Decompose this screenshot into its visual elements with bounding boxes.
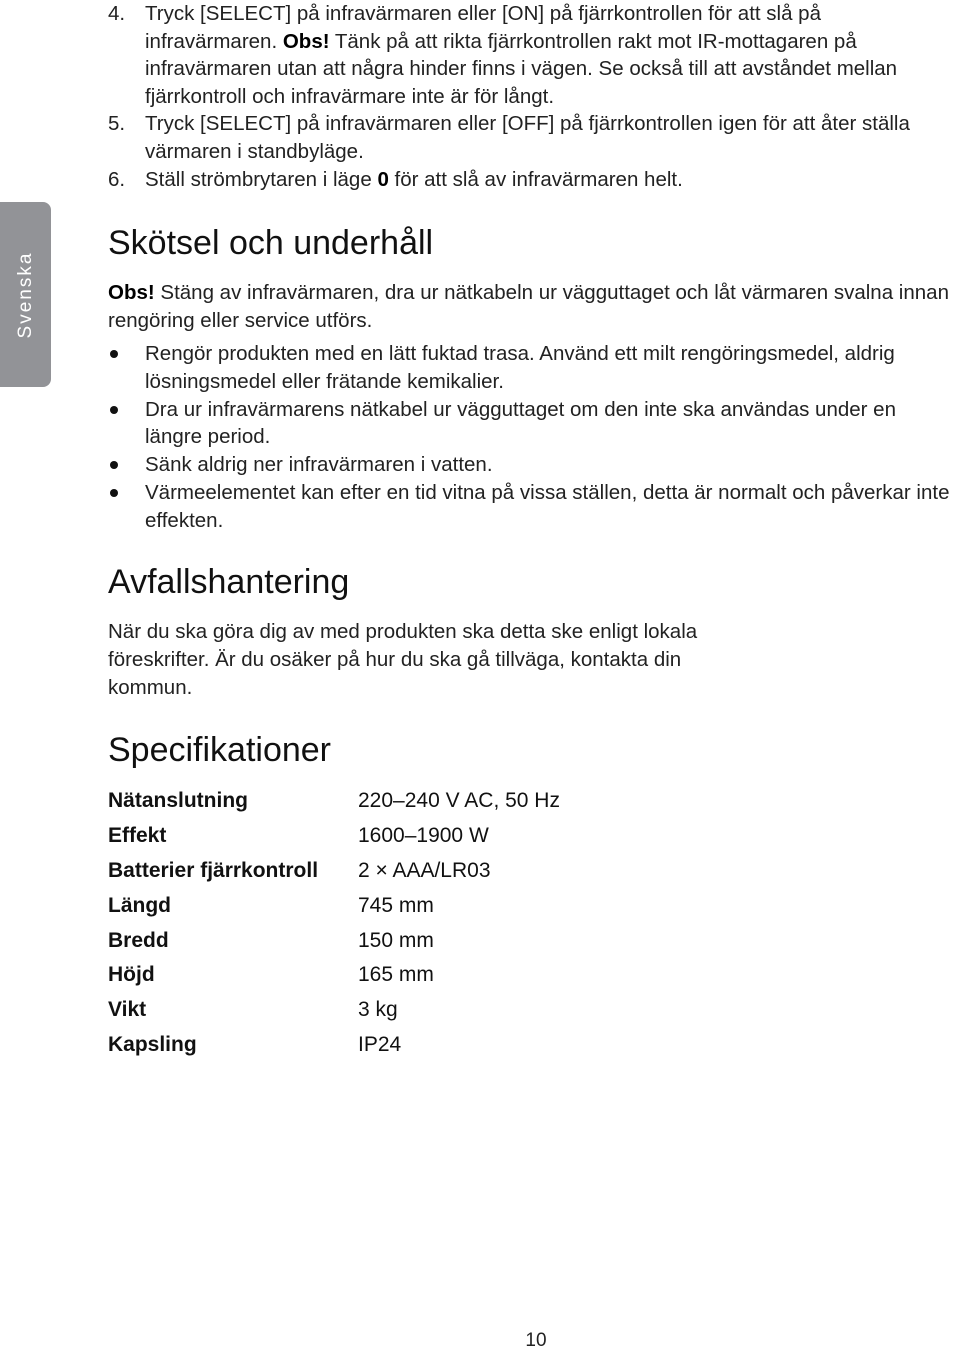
list-item-text: Rengör produkten med en lätt fuktad trasa. Använd ett milt rengöringsmedel, aldrig lösningsmedel eller frätande kemikalier. — [145, 342, 895, 393]
bullet-icon — [110, 461, 118, 469]
disposal-text: När du ska göra dig av med produkten ska detta ske enligt lokala föreskrifter. Är du osäker på hur du ska gå tillväga, kontakta din kommun. — [108, 620, 698, 699]
step-6 — [108, 166, 958, 194]
step-text: Tryck [SELECT] på infravärmaren eller [OFF] på fjärrkontrollen igen för att åter ställa värmaren i standbyläge. — [145, 112, 910, 163]
spec-value: 150 mm — [358, 928, 434, 952]
spec-label: Höjd — [108, 963, 155, 987]
step-text-cont: Tänk på att rikta fjärrkontrollen rakt mot IR-mottagaren på infravärmaren utan att några hinder finns i vägen. Se också till att avståndet mellan fjärrkontroll och infravärmare inte är för långt. — [145, 29, 898, 108]
care-note-text: Stäng av infravärmaren, dra ur nätkabeln ur vägguttaget och låt värmaren svalna innan rengöring eller service utförs. — [108, 281, 949, 332]
table-row — [108, 854, 560, 889]
bullet-icon — [110, 350, 118, 358]
language-tab — [0, 202, 51, 387]
list-item — [108, 396, 958, 452]
list-item-text: Dra ur infravärmarens nätkabel ur vägguttaget om den inte ska användas under en längre period. — [145, 397, 896, 449]
table-row — [108, 993, 560, 1028]
table-row — [108, 784, 560, 819]
list-item — [108, 451, 958, 479]
spec-value: 165 mm — [358, 963, 434, 987]
step-text: Ställ strömbrytaren i läge — [145, 167, 378, 191]
spec-label: Bredd — [108, 928, 169, 952]
note-label: Obs! — [282, 29, 330, 53]
spec-value: 3 kg — [358, 998, 398, 1022]
switch-position: 0 — [377, 167, 389, 191]
spec-label: Kapsling — [108, 1032, 197, 1056]
spec-value: 220–240 V AC, 50 Hz — [358, 789, 560, 813]
list-item-text: Sänk aldrig ner infravärmaren i vatten. — [145, 453, 493, 477]
disposal-heading: Avfallshantering — [108, 563, 350, 601]
page-number: 10 — [525, 1330, 547, 1351]
care-note — [108, 279, 958, 335]
step-number: 4. — [108, 2, 126, 25]
specs-heading: Specifikationer — [108, 731, 332, 769]
bullet-icon — [110, 406, 118, 414]
care-list — [108, 340, 958, 535]
spec-label: Längd — [108, 893, 171, 917]
step-text-cont: för att slå av infravärmaren helt. — [388, 167, 683, 191]
table-row — [108, 1028, 560, 1063]
step-text: Tryck [SELECT] på infravärmaren eller [ON] på fjärrkontrollen för att slå på infravärmaren. — [145, 2, 821, 53]
step-number: 5. — [108, 112, 126, 136]
spec-value: 2 × AAA/LR03 — [358, 858, 491, 882]
spec-label: Vikt — [108, 998, 147, 1022]
language-label: Svenska — [14, 251, 36, 338]
step-4 — [108, 0, 958, 110]
bullet-icon — [110, 489, 118, 497]
care-heading: Skötsel och underhåll — [108, 224, 434, 262]
step-number: 6. — [108, 167, 126, 191]
spec-label: Batterier fjärrkontroll — [108, 858, 319, 882]
step-5 — [108, 110, 958, 165]
specs-table — [108, 784, 560, 1062]
list-item-text: Värmeelementet kan efter en tid vitna på vissa ställen, detta är normalt och påverkar inte effekten. — [145, 480, 950, 532]
table-row — [108, 888, 560, 923]
table-row — [108, 819, 560, 854]
list-item — [108, 479, 958, 535]
instruction-steps — [108, 0, 958, 193]
note-label: Obs! — [108, 281, 155, 304]
spec-label: Nätanslutning — [108, 789, 248, 813]
spec-value: IP24 — [358, 1032, 402, 1056]
spec-value: 1600–1900 W — [358, 824, 489, 848]
spec-value: 745 mm — [358, 893, 434, 917]
table-row — [108, 923, 560, 958]
list-item — [108, 340, 958, 396]
table-row — [108, 958, 560, 993]
spec-label: Effekt — [108, 824, 167, 848]
